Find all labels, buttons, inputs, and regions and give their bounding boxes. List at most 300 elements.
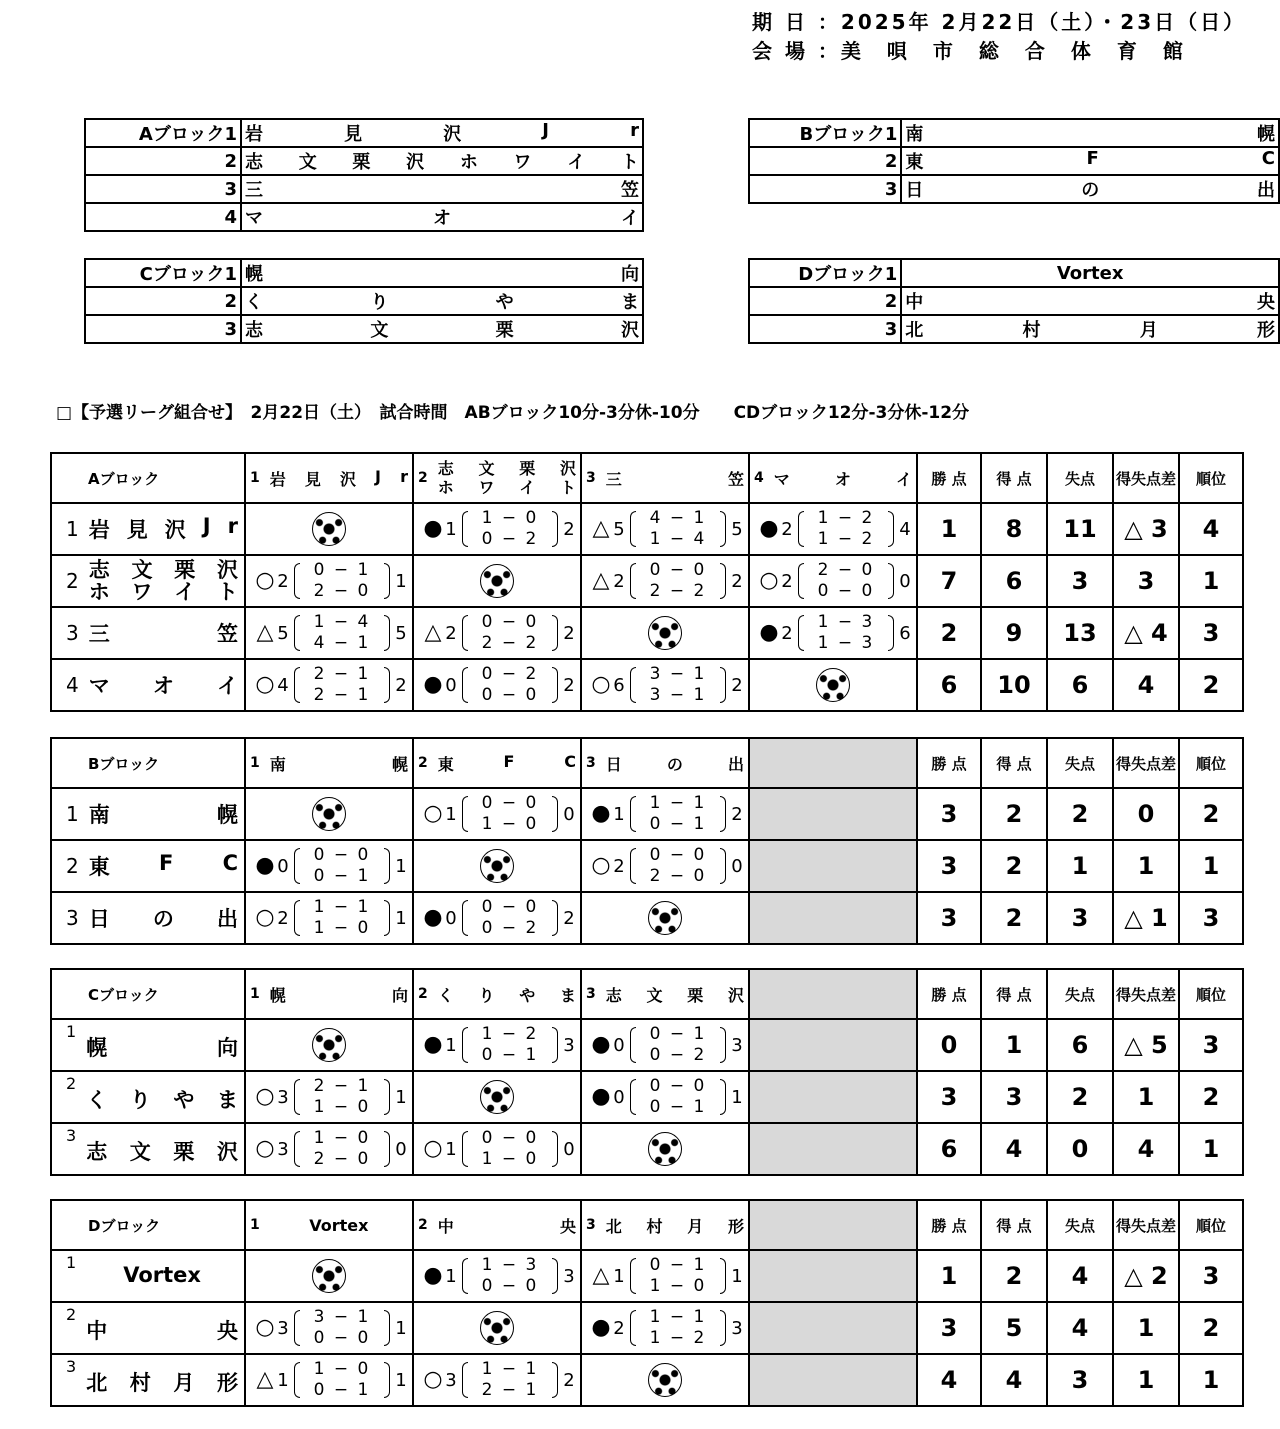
result-symbol: △ <box>256 1367 274 1392</box>
empty-column <box>749 1200 917 1250</box>
roster-team-name: 岩 見 沢 J r <box>241 119 643 147</box>
match-result <box>581 1250 749 1302</box>
team-row <box>51 1354 1243 1406</box>
result-symbol: ○ <box>759 568 779 593</box>
self-match-cell <box>581 1123 749 1175</box>
match-result <box>245 555 413 607</box>
stat-value: 2 <box>981 1250 1047 1302</box>
self-match-cell <box>245 503 413 555</box>
league-table-b <box>50 737 1244 945</box>
stat-header: 失点 <box>1047 1200 1113 1250</box>
self-match-cell <box>581 607 749 659</box>
half-scores: 1 − 3 0 − 0 <box>462 1254 558 1298</box>
goals-for: 2 <box>781 518 793 540</box>
match-result <box>581 555 749 607</box>
league-table-d <box>50 1199 1244 1407</box>
stat-value: 1 <box>1113 1071 1179 1123</box>
stat-value: 7 <box>917 555 981 607</box>
team-row <box>51 1123 1243 1175</box>
goals-against: 5 <box>731 518 743 540</box>
roster-number: 3 <box>749 315 901 343</box>
match-result <box>413 659 581 711</box>
self-match-cell <box>581 1354 749 1406</box>
goals-for: 1 <box>613 803 625 825</box>
roster-number: Bブロック1 <box>749 119 901 147</box>
goals-for: 0 <box>445 907 457 929</box>
stat-value: △ 4 <box>1113 607 1179 659</box>
roster-team-name: 三 笠 <box>241 175 643 203</box>
match-result <box>581 1019 749 1071</box>
stat-header: 勝 点 <box>917 738 981 788</box>
result-symbol: ● <box>591 801 611 826</box>
stat-value: 0 <box>917 1019 981 1071</box>
half-scores: 0 − 2 0 − 0 <box>462 663 558 707</box>
row-team-name: 3 三 笠 <box>51 607 245 659</box>
stat-value: 4 <box>1047 1302 1113 1354</box>
row-team-name: 2 く り や ま <box>51 1071 245 1123</box>
roster-number: 4 <box>85 203 241 231</box>
half-scores: 0 − 0 1 − 0 <box>462 792 558 836</box>
row-team-name: 1 南 幌 <box>51 788 245 840</box>
roster-a-block <box>84 118 644 232</box>
half-scores: 0 − 0 2 − 0 <box>630 844 726 888</box>
roster-row <box>749 287 1279 315</box>
row-team-name: 3 日 の 出 <box>51 892 245 944</box>
goals-against: 5 <box>395 622 407 644</box>
half-scores: 1 − 2 0 − 1 <box>462 1023 558 1067</box>
match-result <box>413 503 581 555</box>
soccer-ball-icon <box>480 849 514 883</box>
block-name: Dブロック <box>51 1200 245 1250</box>
stat-header: 順位 <box>1179 969 1243 1019</box>
empty-cell <box>749 1019 917 1071</box>
column-team-header: 3 志 文 栗 沢 <box>581 969 749 1019</box>
stat-value: 4 <box>917 1354 981 1406</box>
stat-value: 2 <box>1179 659 1243 711</box>
goals-for: 2 <box>781 622 793 644</box>
column-team-header: 2 中 央 <box>413 1200 581 1250</box>
half-scores: 0 − 0 2 − 2 <box>630 559 726 603</box>
goals-against: 3 <box>563 1034 575 1056</box>
roster-number: 3 <box>85 315 241 343</box>
row-team-name: 3 北 村 月 形 <box>51 1354 245 1406</box>
empty-column <box>749 738 917 788</box>
half-scores: 0 − 1 1 − 0 <box>630 1254 726 1298</box>
stat-value: 6 <box>981 555 1047 607</box>
soccer-ball-icon <box>312 1259 346 1293</box>
goals-against: 1 <box>395 907 407 929</box>
roster-team-name: 志 文 栗 沢 <box>241 315 643 343</box>
half-scores: 1 − 1 1 − 2 <box>630 1306 726 1350</box>
goals-against: 2 <box>563 674 575 696</box>
event-venue: 会 場 ：美 唄 市 総 合 体 育 館 <box>752 39 1186 63</box>
result-symbol: ○ <box>423 1367 443 1392</box>
roster-number: 2 <box>85 287 241 315</box>
stat-value: 3 <box>917 840 981 892</box>
roster-number: 3 <box>749 175 901 203</box>
roster-team-name: 南 幌 <box>901 119 1279 147</box>
match-result <box>581 788 749 840</box>
stat-value: 1 <box>1179 1123 1243 1175</box>
stat-header: 得失点差 <box>1113 453 1179 503</box>
team-row <box>51 1019 1243 1071</box>
goals-for: 2 <box>781 570 793 592</box>
goals-for: 2 <box>277 907 289 929</box>
goals-for: 3 <box>277 1138 289 1160</box>
team-row <box>51 840 1243 892</box>
stat-value: 2 <box>981 892 1047 944</box>
stat-value: 2 <box>1179 1302 1243 1354</box>
roster-d-block <box>748 258 1280 344</box>
match-result <box>413 1250 581 1302</box>
match-result <box>413 892 581 944</box>
stat-value: 4 <box>1113 1123 1179 1175</box>
result-symbol: ○ <box>255 905 275 930</box>
result-symbol: ● <box>591 1315 611 1340</box>
column-team-header: 2 く り や ま <box>413 969 581 1019</box>
goals-against: 6 <box>899 622 911 644</box>
result-symbol: △ <box>256 620 274 645</box>
result-symbol: ● <box>423 672 443 697</box>
empty-column <box>749 969 917 1019</box>
result-symbol: ● <box>759 516 779 541</box>
stat-value: 3 <box>917 1071 981 1123</box>
stat-value: 2 <box>1179 1071 1243 1123</box>
stat-value: 3 <box>981 1071 1047 1123</box>
row-team-name: 2 中 央 <box>51 1302 245 1354</box>
match-result <box>581 840 749 892</box>
goals-for: 1 <box>445 1034 457 1056</box>
team-row <box>51 555 1243 607</box>
league-table-c <box>50 968 1244 1176</box>
stat-value: 3 <box>917 1302 981 1354</box>
match-result <box>245 1123 413 1175</box>
stat-header: 順位 <box>1179 453 1243 503</box>
result-symbol: ○ <box>591 672 611 697</box>
roster-team-name: Vortex <box>901 259 1279 287</box>
soccer-ball-icon <box>816 668 850 702</box>
goals-for: 1 <box>445 803 457 825</box>
goals-against: 0 <box>563 803 575 825</box>
stat-value: 9 <box>981 607 1047 659</box>
empty-cell <box>749 1302 917 1354</box>
roster-row <box>85 175 643 203</box>
stat-value: 1 <box>1047 840 1113 892</box>
result-symbol: ○ <box>255 1315 275 1340</box>
row-team-name: 3 志 文 栗 沢 <box>51 1123 245 1175</box>
stat-header: 得失点差 <box>1113 1200 1179 1250</box>
goals-against: 4 <box>899 518 911 540</box>
half-scores: 1 − 0 2 − 0 <box>294 1127 390 1171</box>
goals-for: 2 <box>613 855 625 877</box>
stat-value: 1 <box>1113 840 1179 892</box>
result-symbol: ● <box>423 905 443 930</box>
stat-value: 1 <box>981 1019 1047 1071</box>
goals-against: 3 <box>731 1034 743 1056</box>
stat-value: 1 <box>1179 555 1243 607</box>
half-scores: 0 − 0 0 − 2 <box>462 896 558 940</box>
goals-for: 0 <box>613 1086 625 1108</box>
goals-for: 2 <box>613 1317 625 1339</box>
stat-value: 4 <box>1113 659 1179 711</box>
goals-for: 1 <box>613 1265 625 1287</box>
self-match-cell <box>245 788 413 840</box>
result-symbol: △ <box>592 1263 610 1288</box>
goals-for: 3 <box>445 1369 457 1391</box>
stat-value: 3 <box>917 892 981 944</box>
result-symbol: ○ <box>255 568 275 593</box>
roster-row <box>85 315 643 343</box>
stat-value: 1 <box>917 503 981 555</box>
stat-value: 11 <box>1047 503 1113 555</box>
goals-for: 0 <box>445 674 457 696</box>
goals-against: 0 <box>395 1138 407 1160</box>
goals-against: 1 <box>395 855 407 877</box>
block-name: Cブロック <box>51 969 245 1019</box>
half-scores: 1 − 0 0 − 2 <box>462 507 558 551</box>
self-match-cell <box>413 555 581 607</box>
soccer-ball-icon <box>480 564 514 598</box>
stat-value: 3 <box>917 788 981 840</box>
stat-header: 勝 点 <box>917 453 981 503</box>
stat-value: 8 <box>981 503 1047 555</box>
result-symbol: ● <box>423 1032 443 1057</box>
half-scores: 3 − 1 3 − 1 <box>630 663 726 707</box>
roster-team-name: 日 の 出 <box>901 175 1279 203</box>
stat-value: 2 <box>1047 788 1113 840</box>
stat-value: △ 1 <box>1113 892 1179 944</box>
empty-cell <box>749 1123 917 1175</box>
event-header <box>752 8 1246 66</box>
self-match-cell <box>245 1019 413 1071</box>
roster-team-name: 東 F C <box>901 147 1279 175</box>
stat-value: 1 <box>1113 1302 1179 1354</box>
goals-for: 5 <box>613 518 625 540</box>
empty-cell <box>749 788 917 840</box>
match-result <box>413 607 581 659</box>
stat-value: 2 <box>981 788 1047 840</box>
half-scores: 0 − 1 0 − 2 <box>630 1023 726 1067</box>
half-scores: 2 − 1 2 − 1 <box>294 663 390 707</box>
goals-against: 2 <box>395 674 407 696</box>
stat-header: 失点 <box>1047 738 1113 788</box>
row-team-name: 1 Vortex <box>51 1250 245 1302</box>
goals-against: 2 <box>731 803 743 825</box>
match-result <box>749 503 917 555</box>
goals-against: 2 <box>731 674 743 696</box>
goals-for: 0 <box>613 1034 625 1056</box>
half-scores: 0 − 1 2 − 0 <box>294 559 390 603</box>
column-team-header: 3 北 村 月 形 <box>581 1200 749 1250</box>
goals-against: 3 <box>731 1317 743 1339</box>
match-result <box>581 659 749 711</box>
goals-for: 4 <box>277 674 289 696</box>
goals-against: 2 <box>563 518 575 540</box>
stat-value: 0 <box>1113 788 1179 840</box>
goals-for: 1 <box>445 1265 457 1287</box>
stat-header: 得失点差 <box>1113 738 1179 788</box>
roster-row <box>749 147 1279 175</box>
half-scores: 1 − 1 1 − 0 <box>294 896 390 940</box>
stat-value: 13 <box>1047 607 1113 659</box>
half-scores: 2 − 0 0 − 0 <box>798 559 894 603</box>
stat-header: 得 点 <box>981 738 1047 788</box>
goals-for: 1 <box>445 518 457 540</box>
roster-number: Aブロック1 <box>85 119 241 147</box>
stat-value: 4 <box>981 1123 1047 1175</box>
stat-value: 1 <box>1179 1354 1243 1406</box>
column-team-header: 4 マ オ イ <box>749 453 917 503</box>
block-name: Aブロック <box>51 453 245 503</box>
stat-value: 0 <box>1047 1123 1113 1175</box>
roster-team-name: 幌 向 <box>241 259 643 287</box>
roster-row <box>749 175 1279 203</box>
soccer-ball-icon <box>480 1311 514 1345</box>
match-result <box>245 1302 413 1354</box>
soccer-ball-icon <box>312 797 346 831</box>
match-result <box>749 555 917 607</box>
goals-for: 0 <box>277 855 289 877</box>
row-team-name: 2 東 F C <box>51 840 245 892</box>
stat-value: 2 <box>981 840 1047 892</box>
stat-value: 3 <box>1179 892 1243 944</box>
stat-header: 得 点 <box>981 453 1047 503</box>
team-row <box>51 1071 1243 1123</box>
half-scores: 0 − 0 2 − 2 <box>462 611 558 655</box>
column-team-header: 1 南 幌 <box>245 738 413 788</box>
stat-value: 10 <box>981 659 1047 711</box>
match-result <box>245 1071 413 1123</box>
roster-row <box>749 119 1279 147</box>
column-team-header: 1 岩 見 沢 J r <box>245 453 413 503</box>
column-team-header: 3 日 の 出 <box>581 738 749 788</box>
event-date: 期 日 ：2025年 2月22日（土）・23日（日） <box>752 10 1247 34</box>
match-result <box>581 1302 749 1354</box>
roster-b-block <box>748 118 1280 204</box>
row-team-name: 1 岩 見 沢 J r <box>51 503 245 555</box>
roster-number: 2 <box>749 287 901 315</box>
roster-row <box>749 315 1279 343</box>
roster-row <box>85 287 643 315</box>
goals-against: 2 <box>731 570 743 592</box>
stat-value: 2 <box>917 607 981 659</box>
stat-value: 2 <box>1047 1071 1113 1123</box>
stat-header: 勝 点 <box>917 969 981 1019</box>
roster-row <box>85 203 643 231</box>
stat-header: 得失点差 <box>1113 969 1179 1019</box>
column-team-header: 1 Vortex <box>245 1200 413 1250</box>
team-row <box>51 1250 1243 1302</box>
soccer-ball-icon <box>648 1132 682 1166</box>
column-team-header: 3 三 笠 <box>581 453 749 503</box>
goals-against: 1 <box>395 1369 407 1391</box>
roster-team-name: マ オ イ <box>241 203 643 231</box>
result-symbol: ● <box>759 620 779 645</box>
block-name: Bブロック <box>51 738 245 788</box>
roster-c-block <box>84 258 644 344</box>
self-match-cell <box>245 1250 413 1302</box>
row-team-name: 4 マ オ イ <box>51 659 245 711</box>
roster-number: 2 <box>85 147 241 175</box>
stat-value: 1 <box>917 1250 981 1302</box>
result-symbol: ○ <box>423 801 443 826</box>
stat-value: 1 <box>1179 840 1243 892</box>
stat-header: 失点 <box>1047 969 1113 1019</box>
roster-number: Dブロック1 <box>749 259 901 287</box>
half-scores: 1 − 2 1 − 2 <box>798 507 894 551</box>
goals-against: 1 <box>395 570 407 592</box>
self-match-cell <box>413 1071 581 1123</box>
stat-value: 4 <box>1047 1250 1113 1302</box>
stat-value: 3 <box>1179 1250 1243 1302</box>
goals-against: 2 <box>563 1369 575 1391</box>
result-symbol: △ <box>592 516 610 541</box>
goals-for: 2 <box>445 622 457 644</box>
self-match-cell <box>413 840 581 892</box>
result-symbol: ○ <box>255 1084 275 1109</box>
goals-for: 6 <box>613 674 625 696</box>
team-row <box>51 892 1243 944</box>
match-result <box>413 1123 581 1175</box>
stat-value: 5 <box>981 1302 1047 1354</box>
goals-against: 1 <box>395 1086 407 1108</box>
goals-against: 3 <box>563 1265 575 1287</box>
stat-value: 6 <box>917 1123 981 1175</box>
league-header-row <box>51 1200 1243 1250</box>
empty-cell <box>749 840 917 892</box>
half-scores: 1 − 0 0 − 1 <box>294 1358 390 1402</box>
schedule-info: □【予選リーグ組合せ】 2月22日（土） 試合時間 ABブロック10分-3分休-10分 CDブロック12分-3分休-12分 <box>56 403 970 423</box>
match-result <box>581 503 749 555</box>
half-scores: 4 − 1 1 − 4 <box>630 507 726 551</box>
self-match-cell <box>581 892 749 944</box>
goals-for: 2 <box>277 570 289 592</box>
result-symbol: △ <box>424 620 442 645</box>
stat-header: 失点 <box>1047 453 1113 503</box>
team-row <box>51 607 1243 659</box>
result-symbol: ● <box>423 516 443 541</box>
team-row <box>51 788 1243 840</box>
soccer-ball-icon <box>312 512 346 546</box>
empty-cell <box>749 1354 917 1406</box>
half-scores: 0 − 0 0 − 1 <box>630 1075 726 1119</box>
match-result <box>581 1071 749 1123</box>
goals-for: 1 <box>277 1369 289 1391</box>
stat-value: 3 <box>1113 555 1179 607</box>
stat-header: 得 点 <box>981 969 1047 1019</box>
stat-header: 得 点 <box>981 1200 1047 1250</box>
empty-cell <box>749 892 917 944</box>
goals-for: 3 <box>277 1086 289 1108</box>
roster-number: 3 <box>85 175 241 203</box>
roster-row <box>85 259 643 287</box>
result-symbol: ● <box>255 853 275 878</box>
half-scores: 1 − 3 1 − 3 <box>798 611 894 655</box>
league-header-row <box>51 969 1243 1019</box>
stat-value: 2 <box>1179 788 1243 840</box>
stat-value: 3 <box>1047 555 1113 607</box>
match-result <box>413 1354 581 1406</box>
match-result <box>245 607 413 659</box>
soccer-ball-icon <box>312 1028 346 1062</box>
match-result <box>245 840 413 892</box>
soccer-ball-icon <box>648 901 682 935</box>
column-team-header: 2 志 文 栗 沢 ホ ワ イ ト <box>413 453 581 503</box>
empty-cell <box>749 1250 917 1302</box>
stat-value: 6 <box>1047 659 1113 711</box>
goals-for: 2 <box>613 570 625 592</box>
roster-team-name: 志 文 栗 沢 ホ ワ イ ト <box>241 147 643 175</box>
